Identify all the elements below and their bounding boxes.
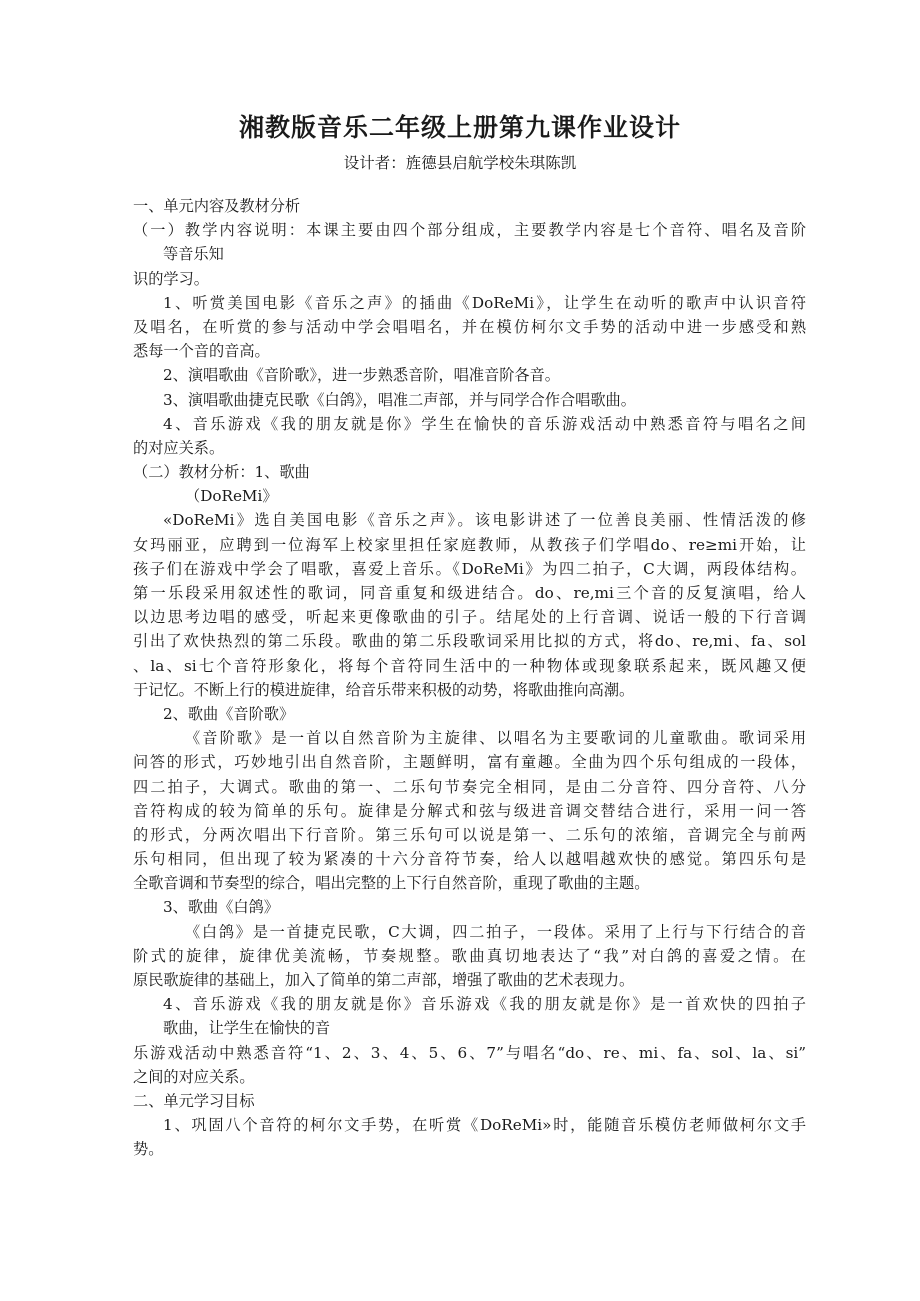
subsection-heading: （二）教材分析：1、歌曲 [133,463,310,482]
text-line: 2、歌曲《音阶歌》 [163,704,295,723]
text-line: 的形式，分两次唱出下行音阶。第三乐句可以说是第一、二乐句的浓缩，音调完全与前两 [133,825,806,844]
text-line: 四二拍子，大调式。歌曲的第一、二乐句节奏完全相同，是由二分音符、四分音符、八分 [133,777,806,796]
text-line: 3、演唱歌曲捷克民歌《白鸽》，唱准二声部，并与同学合作合唱歌曲。 [163,390,636,409]
text-line: 第一乐段采用叙述性的歌词，同音重复和级进结合。do、re,mi三个音的反复演唱，给人 [133,584,806,602]
document-body [133,194,806,1162]
text-line: 全歌音调和节奏型的综合，唱出完整的上下行自然音阶，重现了歌曲的主题。 [133,874,650,893]
text-line: 以边思考边唱的感受，听起来更像歌曲的引子。结尾处的上行音调、说话一般的下行音调 [133,608,806,627]
text-line: 原民歌旋律的基础上，加入了简单的第二声部，增强了歌曲的艺术表现力。 [133,971,635,989]
text-line: 引出了欢快热烈的第二乐段。歌曲的第二乐段歌词采用比拟的方式，将do、re,mi、fa、sol [133,632,806,651]
text-line: 阶式的旋律，旋律优美流畅，节奏规整。歌曲真切地表达了“我”对白鸽的喜爱之情。在 [133,946,806,965]
text-line: 3、歌曲《白鸽》 [163,898,279,917]
text-line: 等音乐知 [163,245,224,264]
text-line: 孩子们在游戏中学会了唱歌，喜爱上音乐。《DoReMi》为四二拍子，C大调，两段体结构。 [133,559,806,578]
text-line: 2、演唱歌曲《音阶歌》，进一步熟悉音阶，唱准音阶各音。 [163,366,560,385]
text-line: 势。 [133,1140,164,1159]
text-line: 悉每一个音的音高。 [133,342,270,361]
text-line: 之间的对应关系。 [133,1067,255,1086]
text-line: 的对应关系。 [133,438,225,457]
document-author: 设计者：旌德县启航学校朱琪陈凯 [343,154,577,172]
text-line: 及唱名，在听赏的参与活动中学会唱唱名，并在模仿柯尔文手势的活动中进一步感受和熟 [133,317,806,336]
text-line: «DoReMi》选自美国电影《音乐之声》。该电影讲述了一位善良美丽、性情活泼的修 [163,511,806,530]
text-line: 乐游戏活动中熟悉音符“1、2、3、4、5、6、7”与唱名“do、re、mi、fa、sol、la、si” [133,1043,806,1062]
section-heading: 二、单元学习目标 [133,1091,255,1110]
text-line: 音符构成的较为简单的乐句。旋律是分解式和弦与级进音调交替结合进行，采用一问一答 [133,801,806,820]
text-line: 《音阶歌》是一首以自然音阶为主旋律、以唱名为主要歌词的儿童歌曲。歌词采用 [185,729,806,748]
document-title: 湘教版音乐二年级上册第九课作业设计 [238,113,681,142]
text-line: 识的学习。 [133,269,209,288]
text-line: 问答的形式，巧妙地引出自然音阶，主题鲜明，富有童趣。全曲为四个乐句组成的一段体， [133,753,806,772]
text-line: 于记忆。不断上行的模进旋律，给音乐带来积极的动势，将歌曲推向高潮。 [133,680,635,699]
text-line: 、la、si七个音符形象化，将每个音符同生活中的一种物体或现象联系起来，既风趣又便 [133,656,806,675]
text-line: 1、听赏美国电影《音乐之声》的插曲《DoReMi》，让学生在动听的歌声中认识音符 [163,293,806,312]
text-line: 《白鸽》是一首捷克民歌，C大调，四二拍子，一段体。采用了上行与下行结合的音 [185,922,806,941]
text-line: 女玛丽亚，应聘到一位海军上校家里担任家庭教师，从教孩子们学唱do、re≥mi开始，让 [133,535,806,554]
text-line: 1、巩固八个音符的柯尔文手势，在听赏《DoReMi»时，能随音乐模仿老师做柯尔文手 [163,1116,806,1135]
text-line: （DoReMi》 [185,487,278,506]
text-line: 4、音乐游戏《我的朋友就是你》学生在愉快的音乐游戏活动中熟悉音符与唱名之间 [163,414,806,433]
text-line: 歌曲，让学生在愉快的音 [163,1019,331,1038]
text-line: 乐句相同，但出现了较为紧凑的十六分音符节奏，给人以越唱越欢快的感觉。第四乐句是 [133,850,806,869]
section-heading: 一、单元内容及教材分析 [133,197,301,215]
subsection-heading: （一）教学内容说明：本课主要由四个部分组成，主要教学内容是七个音符、唱名及音阶 [133,221,806,240]
text-line: 4、音乐游戏《我的朋友就是你》音乐游戏《我的朋友就是你》是一首欢快的四拍子 [163,995,806,1014]
